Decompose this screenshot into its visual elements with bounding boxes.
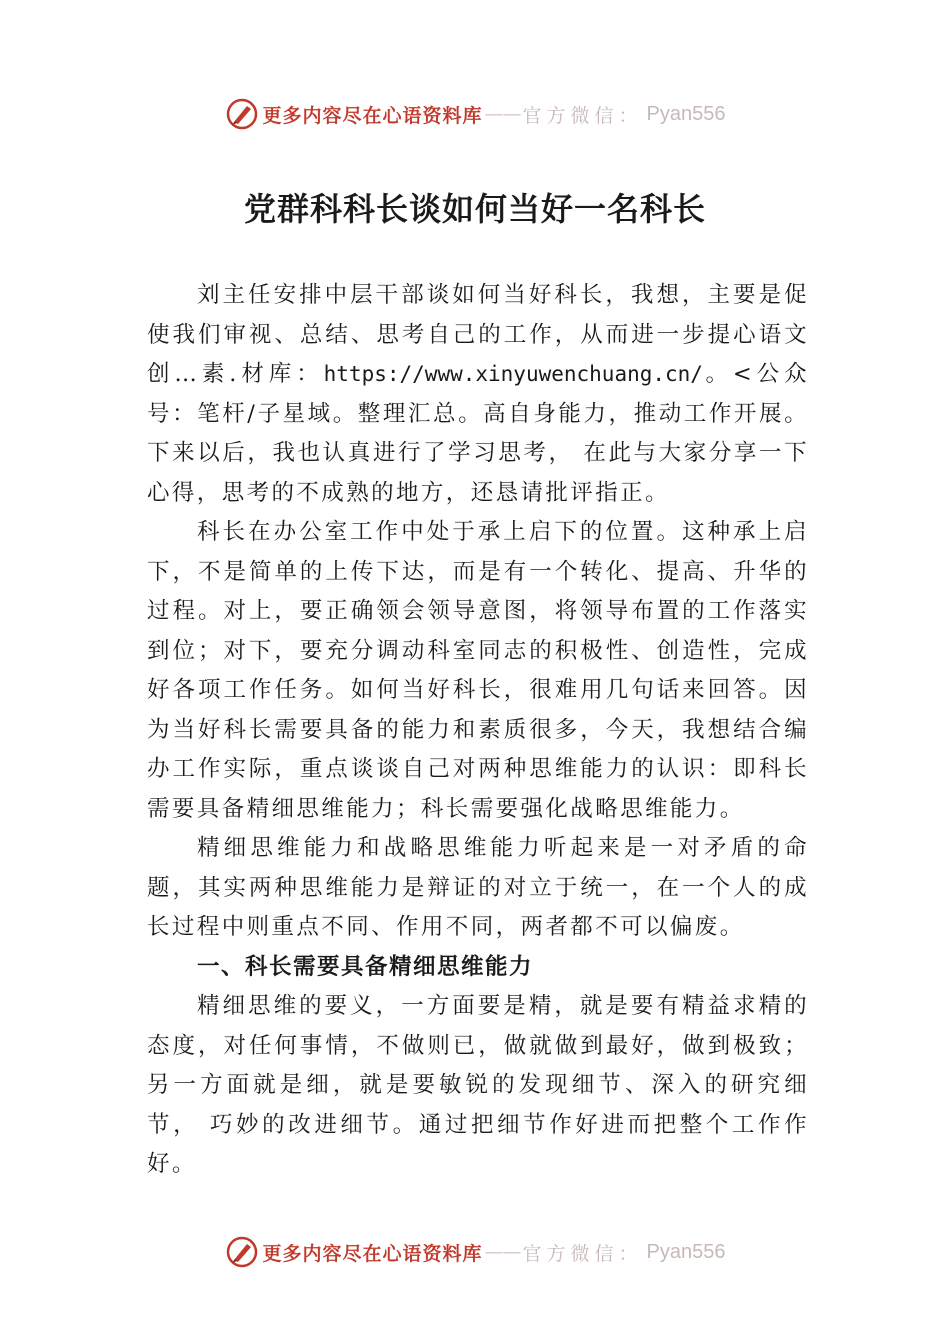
footer-watermark bbox=[0, 1232, 950, 1272]
paragraph-1 bbox=[147, 276, 809, 513]
pen-logo-icon bbox=[225, 97, 259, 131]
watermark-account: Pyan556 bbox=[646, 102, 726, 125]
section-heading-1: 一、科长需要具备精细思维能力 bbox=[197, 953, 534, 980]
document-body bbox=[147, 276, 809, 1185]
watermark-label: 官方微信： bbox=[522, 1242, 643, 1265]
watermark-dash: —— bbox=[484, 103, 521, 125]
watermark-brand: 更多内容尽在心语资料库 bbox=[262, 104, 483, 127]
pen-logo-icon bbox=[225, 1235, 259, 1269]
paragraph-1-text-b: 。<公众号：笔杆/子星域。整理汇总。高自身能力，推动工作开展。下来以后，我也认真进行了学习思考， 在此与大家分享一下心得，思考的不成熟的地方，还恳请批评指正。 bbox=[147, 361, 810, 506]
watermark-label: 官方微信： bbox=[522, 104, 643, 127]
paragraph-1-url: https://www.xinyuwenchuang.cn/ bbox=[323, 362, 703, 386]
watermark-account: Pyan556 bbox=[646, 1240, 726, 1263]
paragraph-3: 精细思维能力和战略思维能力听起来是一对矛盾的命题，其实两种思维能力是辩证的对立于统一，在一个人的成长过程中则重点不同、作用不同，两者都不可以偏废。 bbox=[147, 835, 809, 940]
paragraph-1-text-a: 刘主任安排中层干部谈如何当好科长，我想，主要是促使我们审视、总结、思考自己的工作，从而进一步提心语文创…素.材库： bbox=[147, 282, 809, 387]
watermark-brand: 更多内容尽在心语资料库 bbox=[262, 1242, 483, 1265]
watermark-dash: —— bbox=[484, 1241, 521, 1263]
header-watermark bbox=[0, 94, 950, 134]
document-title: 党群科科长谈如何当好一名科长 bbox=[243, 190, 706, 228]
paragraph-2: 科长在办公室工作中处于承上启下的位置。这种承上启下，不是简单的上传下达，而是有一个转化、提高、升华的过程。对上，要正确领会领导意图，将领导布置的工作落实到位；对下，要充分调动科室同志的积极性、创造性，完成好各项工作任务。如何当好科长，很难用几句话来回答。因为当好科长需要具备的能力和素质很多，今天，我想结合编办工作实际，重点谈谈自己对两种思维能力的认识：即科长需要具备精细思维能力；科长需要强化战略思维能力。 bbox=[147, 519, 809, 822]
paragraph-4: 精细思维的要义，一方面要是精，就是要有精益求精的态度，对任何事情，不做则已，做就做到最好，做到极致； 另一方面就是细，就是要敏锐的发现细节、深入的研究细节， 巧妙的改进细节。通过把细节作好进而把整个工作作好。 bbox=[147, 993, 809, 1177]
